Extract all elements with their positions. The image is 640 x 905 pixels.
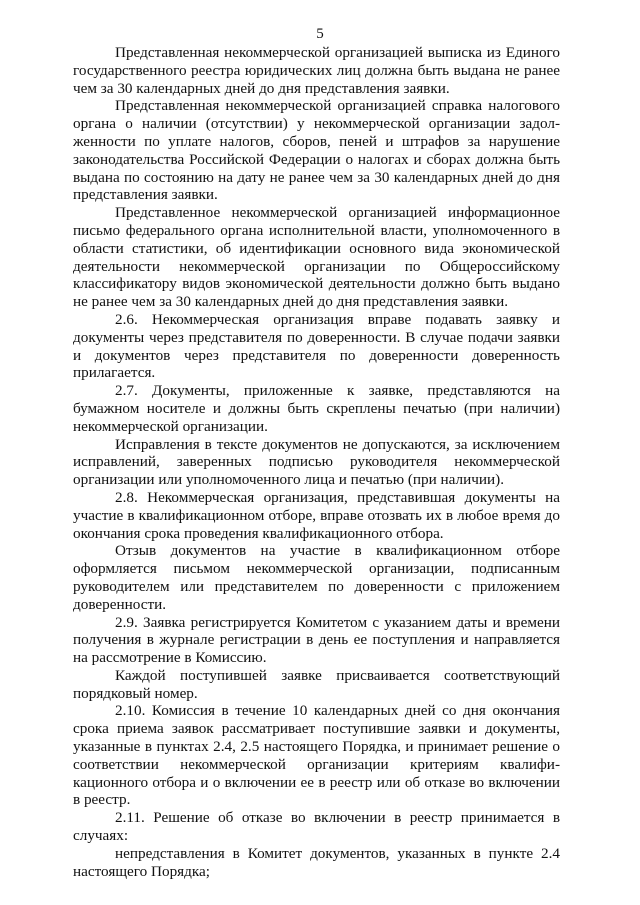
paragraph-2-9: 2.9. Заявка регистрируется Комитетом с указанием даты и времени получения в журнале регистрации в день ее поступления и направляется на рассмотрение в Комиссию. [73, 613, 560, 667]
paragraph-2-11: 2.11. Решение об отказе во включении в реестр принимается в случаях: [73, 809, 560, 845]
paragraph-tax-certificate: Представленная некоммерческой организацией справка налогового органа о наличии (отсутствии) у некоммерческой организации задолженности по уплате налогов, сборов, пеней и штрафов за нарушение законодательства Российской Федерации о налогах и сборах должна быть выдана по состоянию на дату не ранее чем за 30 календарных дней до дня представления заявки. [73, 97, 560, 204]
paragraph-serial-number: Каждой поступившей заявке присваивается соответствующий порядковый номер. [73, 666, 560, 702]
paragraph-2-10: 2.10. Комиссия в течение 10 календарных дней со дня окончания срока приема заявок рассматривает поступившие заявки и документы, указанные в пунктах 2.4, 2.5 настоящего Порядка, и принимает решение о соответствии некоммерческой организации критериям квалификационного отбора и о включении ее в реестр или об отказе во включении в реестр. [73, 702, 560, 809]
document-body [73, 44, 560, 880]
paragraph-2-6: 2.6. Некоммерческая организация вправе подавать заявку и документы через представителя по доверенности. В случае подачи заявки и документов через представителя по доверенности доверенность прилагается. [73, 310, 560, 382]
paragraph-2-8: 2.8. Некоммерческая организация, представившая документы на участие в квалификационном отборе, вправе отозвать их в любое время до окончания срока проведения квалификационного отбора. [73, 488, 560, 542]
paragraph-non-submission: непредставления в Комитет документов, указанных в пункте 2.4 настоящего Порядка; [73, 844, 560, 880]
paragraph-egrul-extract: Представленная некоммерческой организацией выписка из Единого государственного реестра юридических лиц должна быть выдана не ранее чем за 30 календарных дней до дня представления заявки. [73, 44, 560, 97]
page-number: 5 [316, 26, 324, 42]
paragraph-2-7: 2.7. Документы, приложенные к заявке, представляются на бумажном носителе и должны быть скреплены печатью (при наличии) некоммерческой организации. [73, 382, 560, 435]
paragraph-statistics-letter: Представленное некоммерческой организацией информационное письмо федерального органа исполнительной власти, уполномоченного в области статистики, об идентификации основного вида экономической деятельности некоммерческой организации по Общероссийскому классификатору видов экономической деятельности должно быть выдано не ранее чем за 30 календарных дней до дня представления заявки. [73, 204, 560, 311]
paragraph-corrections: Исправления в тексте документов не допускаются, за исключением исправлений, заверенных подписью руководителя некоммерческой организации или уполномоченного лица и печатью (при наличии). [73, 435, 560, 489]
paragraph-withdrawal: Отзыв документов на участие в квалификационном отборе оформляется письмом некоммерческой организации, подписанным руководителем или представителем по доверенности с приложением доверенности. [73, 542, 560, 613]
